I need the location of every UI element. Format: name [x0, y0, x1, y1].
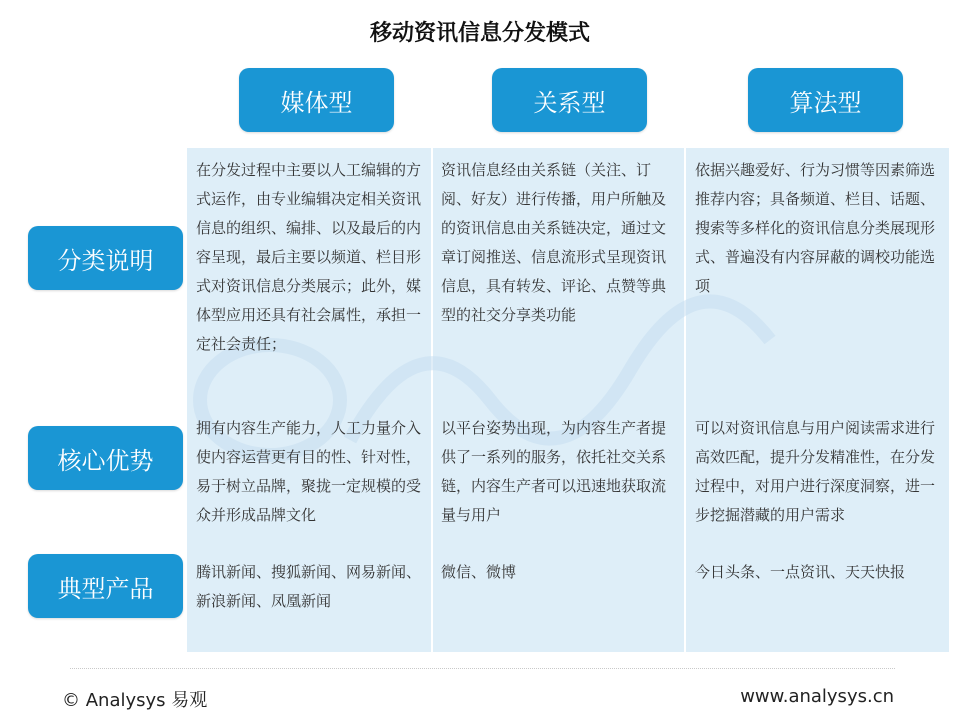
cell-algorithm-advantage: 可以对资讯信息与用户阅读需求进行高效匹配，提升分发精准性，在分发过程中，对用户进行深度洞察，进一步挖掘潜藏的用户需求 [695, 419, 936, 524]
cell-algorithm-description: 依据兴趣爱好、行为习惯等因素筛选推荐内容；具备频道、栏目、话题、搜索等多样化的资讯信息分类展现形式、普遍没有内容屏蔽的调校功能选项 [695, 161, 936, 295]
footer-url[interactable]: www.analysys.cn [740, 686, 894, 707]
row-header-advantage: 核心优势 [28, 426, 183, 490]
cell-media-products: 腾讯新闻、搜狐新闻、网易新闻、新浪新闻、凤凰新闻 [196, 563, 422, 610]
page-title: 移动资讯信息分发模式 [369, 21, 590, 46]
footer-copyright: © Analysys 易观 [62, 690, 208, 711]
cell-relation-description: 资讯信息经由关系链（关注、订阅、好友）进行传播，用户所触及的资讯信息由关系链决定，通过文章订阅推送、信息流形式呈现资讯信息，具有转发、评论、点赞等典型的社交分享类功能 [441, 161, 667, 324]
column-header-media: 媒体型 [239, 68, 394, 132]
cell-relation-advantage: 以平台姿势出现，为内容生产者提供了一系列的服务，依托社交关系链，内容生产者可以迅速地获取流量与用户 [441, 419, 667, 524]
column-header-relation: 关系型 [492, 68, 647, 132]
cell-relation-products: 微信、微博 [441, 563, 517, 581]
row-header-description: 分类说明 [28, 226, 183, 290]
column-header-algorithm: 算法型 [748, 68, 903, 132]
cell-algorithm-products: 今日头条、一点资讯、天天快报 [695, 563, 906, 581]
cell-media-description: 在分发过程中主要以人工编辑的方式运作，由专业编辑决定相关资讯信息的组织、编排、以及最后的内容呈现，最后主要以频道、栏目形式对资讯信息分类展示；此外，媒体型应用还具有社会属性，承担一定社会责任； [196, 161, 422, 353]
cell-media-advantage: 拥有内容生产能力，人工力量介入使内容运营更有目的性、针对性，易于树立品牌，聚拢一定规模的受众并形成品牌文化 [196, 419, 422, 524]
footer-divider [70, 668, 895, 669]
row-header-products: 典型产品 [28, 554, 183, 618]
